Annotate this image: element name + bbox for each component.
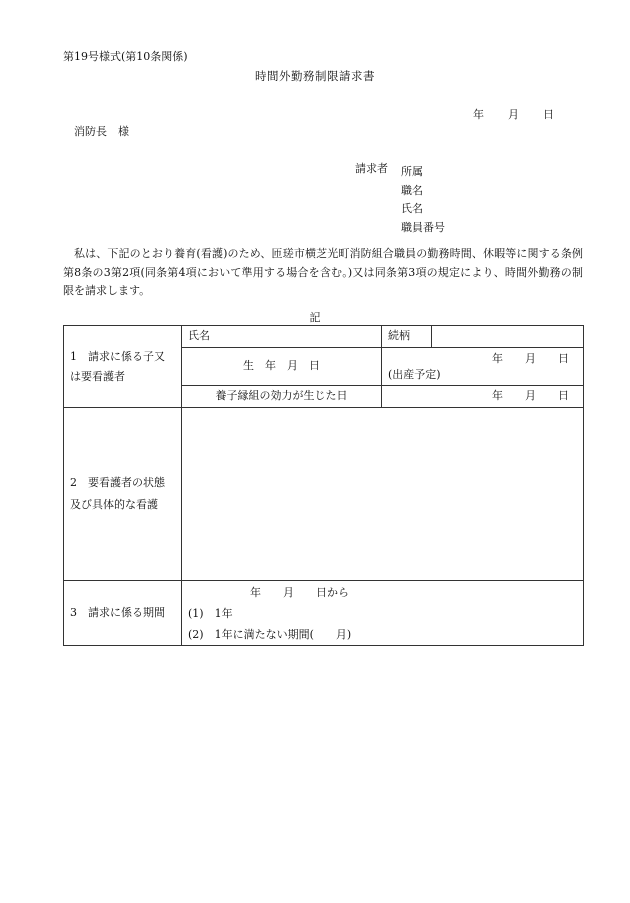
addressee: 消防長 様 [74, 125, 129, 138]
body-text: 私は、下記のとおり養育(看護)のため、匝瑳市横芝光町消防組合職員の勤務時間、休暇等に関する条例第8条の3第2項(同条第4項において準用する場合を含む。)又は同条第3項の規定により、時間外勤務の制限を請求します。 [63, 247, 583, 297]
row2-label: 2 要看護者の状態及び具体的な看護 [64, 408, 182, 581]
date-month-label: 月 [508, 108, 519, 121]
request-table [63, 325, 584, 646]
date-day-label: 日 [543, 108, 554, 121]
requester-fields [401, 163, 445, 237]
requester-label: 請求者 [355, 162, 388, 175]
requester-field-affiliation: 所属 [401, 165, 423, 178]
ki-heading: 記 [309, 311, 321, 324]
period-option-2[interactable]: (2) 1年に満たない期間( 月) [188, 627, 352, 641]
row1-label: 1 請求に係る子又は要看護者 [64, 326, 182, 408]
requester-field-title: 職名 [401, 183, 423, 197]
period-cell [182, 581, 584, 646]
date-year-label: 年 [473, 108, 484, 121]
requester-field-employee-number: 職員番号 [401, 220, 445, 234]
birth-label: 生 年 月 日 [182, 348, 382, 386]
requester-field-name: 氏名 [401, 202, 423, 215]
page-title: 時間外勤務制限請求書 [255, 69, 375, 83]
birth-note: (出産予定) [388, 367, 441, 381]
birth-value-cell[interactable] [382, 348, 584, 386]
adoption-value[interactable]: 年 月 日 [382, 386, 584, 408]
form-number: 第19号様式(第10条関係) [63, 50, 188, 63]
period-option-1[interactable]: (1) 1年 [188, 606, 233, 620]
birth-value: 年 月 日 [492, 351, 569, 365]
period-from: 年 月 日から [250, 585, 349, 599]
date-line [473, 109, 554, 120]
care-details-field[interactable] [182, 408, 584, 581]
row3-label: 3 請求に係る期間 [64, 581, 182, 646]
name-label: 氏名 [182, 326, 382, 348]
relation-label: 続柄 [382, 326, 432, 348]
adoption-label: 養子縁組の効力が生じた日 [182, 386, 382, 408]
relation-field[interactable] [432, 326, 584, 348]
